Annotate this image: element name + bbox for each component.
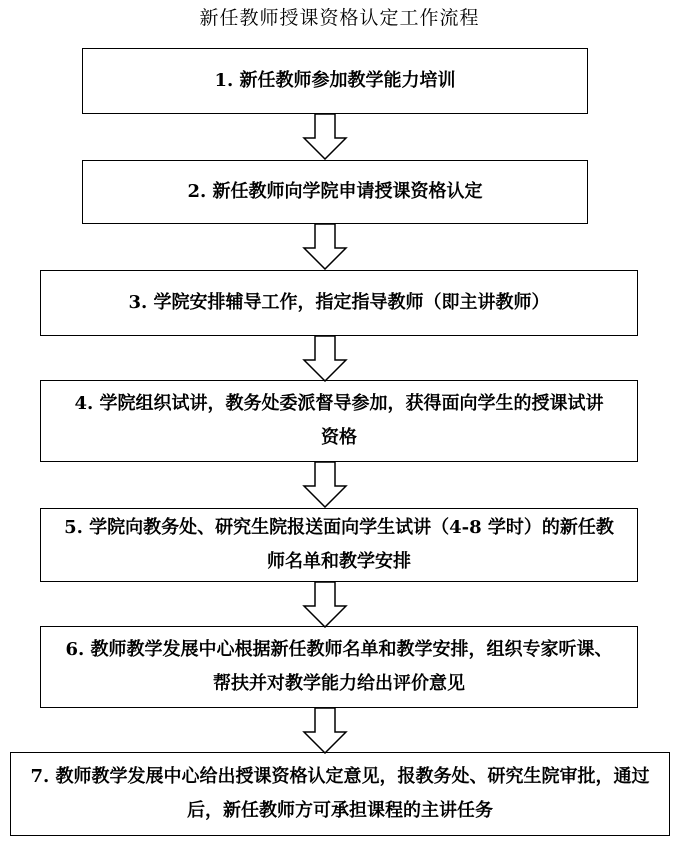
step-1-box <box>82 48 588 114</box>
step-1-label: 1. 新任教师参加教学能力培训 <box>214 70 456 91</box>
down-arrow-4 <box>302 462 348 508</box>
step-3-label: 3. 学院安排辅导工作，指定指导教师（即主讲教师） <box>128 292 550 313</box>
step-6-box <box>40 626 638 708</box>
down-arrow-3 <box>302 336 348 382</box>
step-4-box <box>40 380 638 462</box>
diagram-title: 新任教师授课资格认定工作流程 <box>199 7 480 29</box>
down-arrow-5 <box>302 582 348 628</box>
step-4-label: 4. 学院组织试讲，教务处委派督导参加，获得面向学生的授课试讲资格 <box>74 393 604 448</box>
step-7-label: 7. 教师教学发展中心给出授课资格认定意见，报教务处、研究生院审批，通过后，新任教师方可承担课程的主讲任务 <box>30 766 650 821</box>
step-5-label: 5. 学院向教务处、研究生院报送面向学生试讲（4-8 学时）的新任教师名单和教学安排 <box>64 517 614 572</box>
step-6-label: 6. 教师教学发展中心根据新任教师名单和教学安排，组织专家听课、帮扶并对教学能力给出评价意见 <box>65 639 613 694</box>
step-5-box <box>40 508 638 582</box>
step-2-label: 2. 新任教师向学院申请授课资格认定 <box>187 181 483 202</box>
step-7-box <box>10 752 670 836</box>
down-arrow-6 <box>302 708 348 754</box>
step-3-box <box>40 270 638 336</box>
down-arrow-2 <box>302 224 348 270</box>
step-2-box <box>82 160 588 224</box>
down-arrow-1 <box>302 114 348 160</box>
